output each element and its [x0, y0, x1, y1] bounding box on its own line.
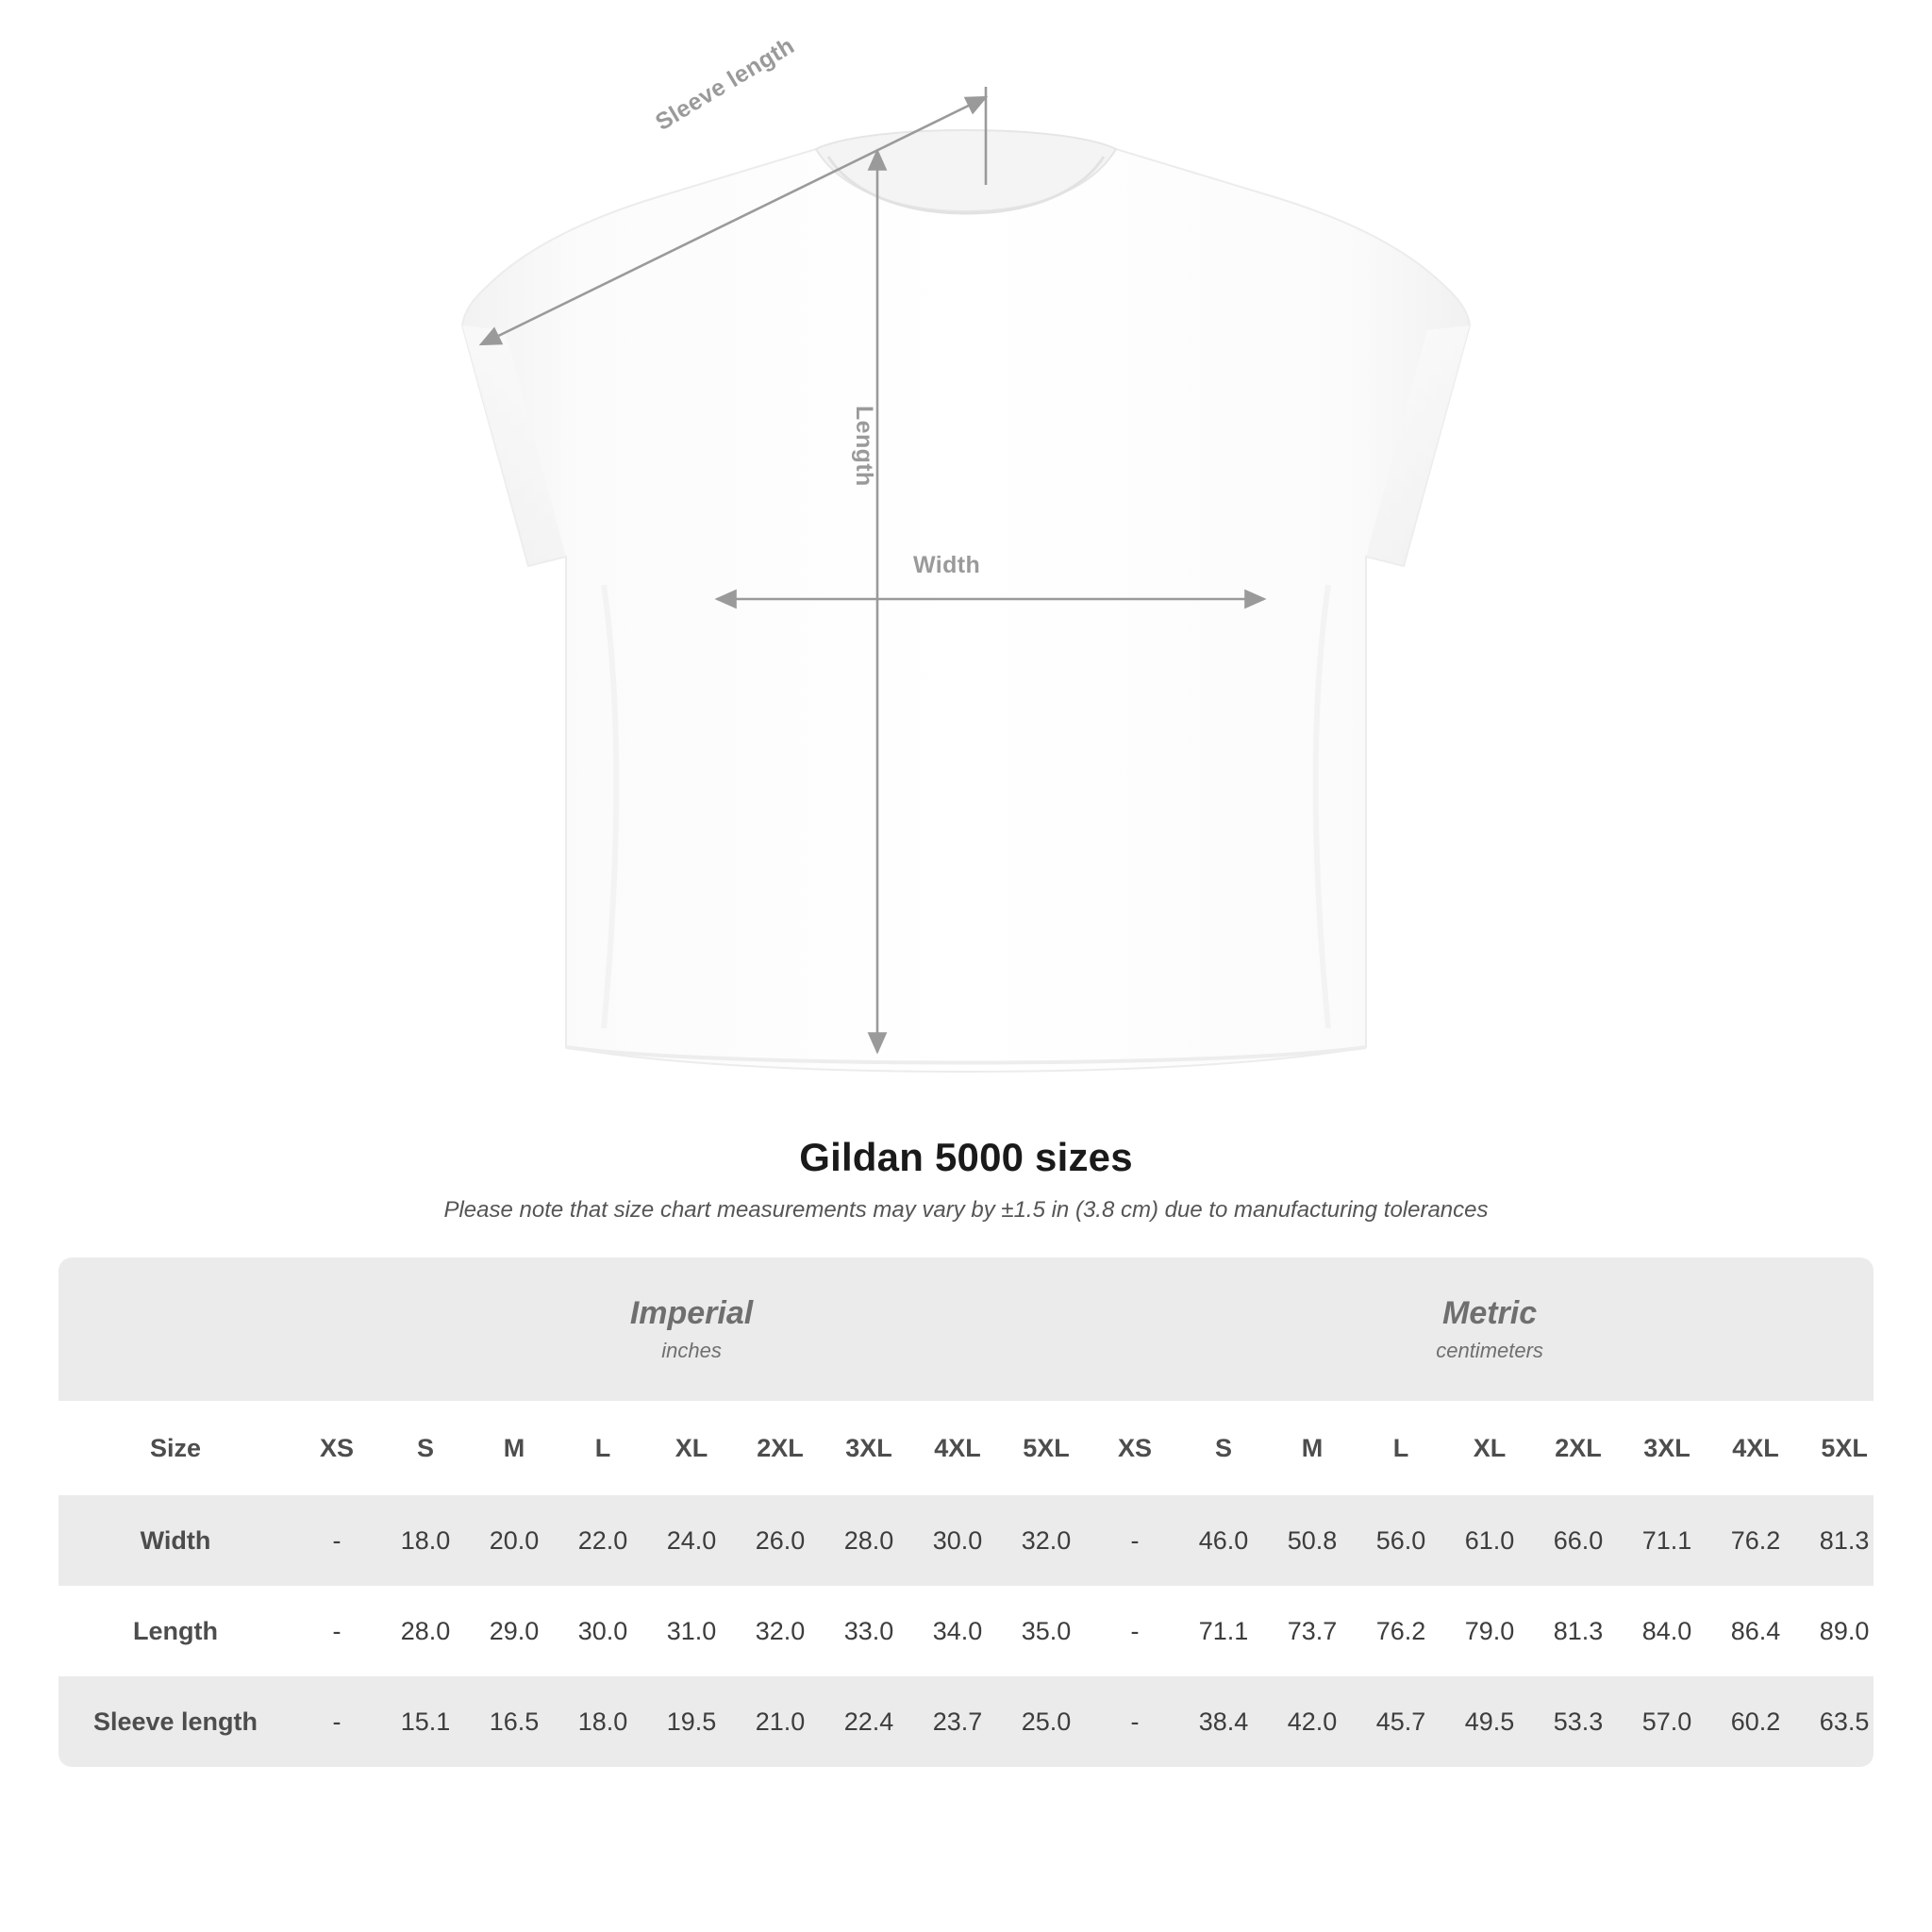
- cell-width-imperial-s: 18.0: [381, 1495, 470, 1586]
- unit-spacer: [58, 1257, 292, 1401]
- header-size-imperial-2xl: 2XL: [736, 1401, 824, 1495]
- cell-width-metric-l: 56.0: [1357, 1495, 1445, 1586]
- cell-width-metric-xl: 61.0: [1445, 1495, 1534, 1586]
- header-size-metric-3xl: 3XL: [1623, 1401, 1711, 1495]
- header-size-metric-4xl: 4XL: [1711, 1401, 1800, 1495]
- cell-width-imperial-4xl: 30.0: [913, 1495, 1002, 1586]
- header-size-imperial-5xl: 5XL: [1002, 1401, 1091, 1495]
- cell-sleeve-metric-4xl: 60.2: [1711, 1676, 1800, 1767]
- cell-sleeve-metric-l: 45.7: [1357, 1676, 1445, 1767]
- cell-length-imperial-l: 30.0: [558, 1586, 647, 1676]
- label-sleeve-length: Sleeve length: [651, 32, 800, 137]
- header-size-imperial-xs: XS: [292, 1401, 381, 1495]
- cell-length-metric-2xl: 81.3: [1534, 1586, 1623, 1676]
- cell-length-imperial-m: 29.0: [470, 1586, 558, 1676]
- header-size-imperial-4xl: 4XL: [913, 1401, 1002, 1495]
- cell-length-metric-l: 76.2: [1357, 1586, 1445, 1676]
- unit-metric: [1091, 1257, 1874, 1401]
- cell-length-metric-4xl: 86.4: [1711, 1586, 1800, 1676]
- header-size-imperial-s: S: [381, 1401, 470, 1495]
- header-size-label: Size: [58, 1401, 292, 1495]
- header-size-metric-l: L: [1357, 1401, 1445, 1495]
- cell-length-imperial-4xl: 34.0: [913, 1586, 1002, 1676]
- cell-sleeve-metric-3xl: 57.0: [1623, 1676, 1711, 1767]
- cell-length-imperial-2xl: 32.0: [736, 1586, 824, 1676]
- cell-width-imperial-l: 22.0: [558, 1495, 647, 1586]
- cell-sleeve-imperial-l: 18.0: [558, 1676, 647, 1767]
- header-size-metric-5xl: 5XL: [1800, 1401, 1874, 1495]
- cell-sleeve-metric-m: 42.0: [1268, 1676, 1357, 1767]
- header-size-metric-xs: XS: [1091, 1401, 1179, 1495]
- page-title: Gildan 5000 sizes: [799, 1135, 1133, 1179]
- size-table: [58, 1257, 1874, 1767]
- table-row: [58, 1676, 1874, 1767]
- cell-length-imperial-xl: 31.0: [647, 1586, 736, 1676]
- cell-width-metric-4xl: 76.2: [1711, 1495, 1800, 1586]
- cell-width-imperial-xl: 24.0: [647, 1495, 736, 1586]
- cell-length-metric-5xl: 89.0: [1800, 1586, 1874, 1676]
- cell-sleeve-metric-s: 38.4: [1179, 1676, 1268, 1767]
- header-size-metric-m: M: [1268, 1401, 1357, 1495]
- label-width: Width: [913, 552, 981, 578]
- unit-imperial-name: Imperial: [629, 1295, 754, 1332]
- cell-length-metric-xs: -: [1091, 1586, 1179, 1676]
- title-block: [0, 1135, 1932, 1224]
- cell-width-metric-xs: -: [1091, 1495, 1179, 1586]
- size-table-container: [58, 1257, 1874, 1767]
- cell-sleeve-imperial-s: 15.1: [381, 1676, 470, 1767]
- header-size-imperial-m: M: [470, 1401, 558, 1495]
- table-row: [58, 1495, 1874, 1586]
- header-size-metric-xl: XL: [1445, 1401, 1534, 1495]
- header-size-metric-2xl: 2XL: [1534, 1401, 1623, 1495]
- cell-length-metric-3xl: 84.0: [1623, 1586, 1711, 1676]
- cell-length-imperial-s: 28.0: [381, 1586, 470, 1676]
- cell-length-metric-s: 71.1: [1179, 1586, 1268, 1676]
- cell-sleeve-imperial-3xl: 22.4: [824, 1676, 913, 1767]
- cell-length-imperial-xs: -: [292, 1586, 381, 1676]
- cell-width-metric-m: 50.8: [1268, 1495, 1357, 1586]
- tolerance-note: Please note that size chart measurements may vary by ±1.5 in (3.8 cm) due to manufacturing tolerances: [443, 1197, 1489, 1223]
- cell-width-metric-3xl: 71.1: [1623, 1495, 1711, 1586]
- cell-length-imperial-3xl: 33.0: [824, 1586, 913, 1676]
- cell-sleeve-metric-5xl: 63.5: [1800, 1676, 1874, 1767]
- header-size-imperial-3xl: 3XL: [824, 1401, 913, 1495]
- shirt-body: [462, 130, 1470, 1072]
- row-label-sleeve-length: Sleeve length: [58, 1676, 292, 1767]
- unit-metric-sub: centimeters: [1436, 1338, 1543, 1362]
- unit-metric-name: Metric: [1442, 1295, 1538, 1332]
- cell-width-imperial-xs: -: [292, 1495, 381, 1586]
- cell-width-metric-2xl: 66.0: [1534, 1495, 1623, 1586]
- cell-sleeve-imperial-xl: 19.5: [647, 1676, 736, 1767]
- cell-sleeve-metric-2xl: 53.3: [1534, 1676, 1623, 1767]
- header-size-imperial-xl: XL: [647, 1401, 736, 1495]
- cell-width-metric-s: 46.0: [1179, 1495, 1268, 1586]
- cell-width-imperial-2xl: 26.0: [736, 1495, 824, 1586]
- row-label-width: Width: [58, 1495, 292, 1586]
- table-row: [58, 1586, 1874, 1676]
- cell-sleeve-imperial-5xl: 25.0: [1002, 1676, 1091, 1767]
- cell-sleeve-imperial-m: 16.5: [470, 1676, 558, 1767]
- cell-length-metric-xl: 79.0: [1445, 1586, 1534, 1676]
- cell-sleeve-metric-xs: -: [1091, 1676, 1179, 1767]
- cell-width-imperial-3xl: 28.0: [824, 1495, 913, 1586]
- unit-header-row: [58, 1257, 1874, 1401]
- label-length: Length: [851, 406, 877, 487]
- cell-width-metric-5xl: 81.3: [1800, 1495, 1874, 1586]
- cell-length-metric-m: 73.7: [1268, 1586, 1357, 1676]
- row-label-length: Length: [58, 1586, 292, 1676]
- header-size-imperial-l: L: [558, 1401, 647, 1495]
- unit-imperial-sub: inches: [661, 1338, 722, 1362]
- cell-width-imperial-5xl: 32.0: [1002, 1495, 1091, 1586]
- cell-sleeve-imperial-2xl: 21.0: [736, 1676, 824, 1767]
- cell-sleeve-imperial-4xl: 23.7: [913, 1676, 1002, 1767]
- size-header-row: [58, 1401, 1874, 1495]
- unit-imperial: [292, 1257, 1091, 1401]
- header-size-metric-s: S: [1179, 1401, 1268, 1495]
- cell-width-imperial-m: 20.0: [470, 1495, 558, 1586]
- cell-sleeve-imperial-xs: -: [292, 1676, 381, 1767]
- cell-length-imperial-5xl: 35.0: [1002, 1586, 1091, 1676]
- cell-sleeve-metric-xl: 49.5: [1445, 1676, 1534, 1767]
